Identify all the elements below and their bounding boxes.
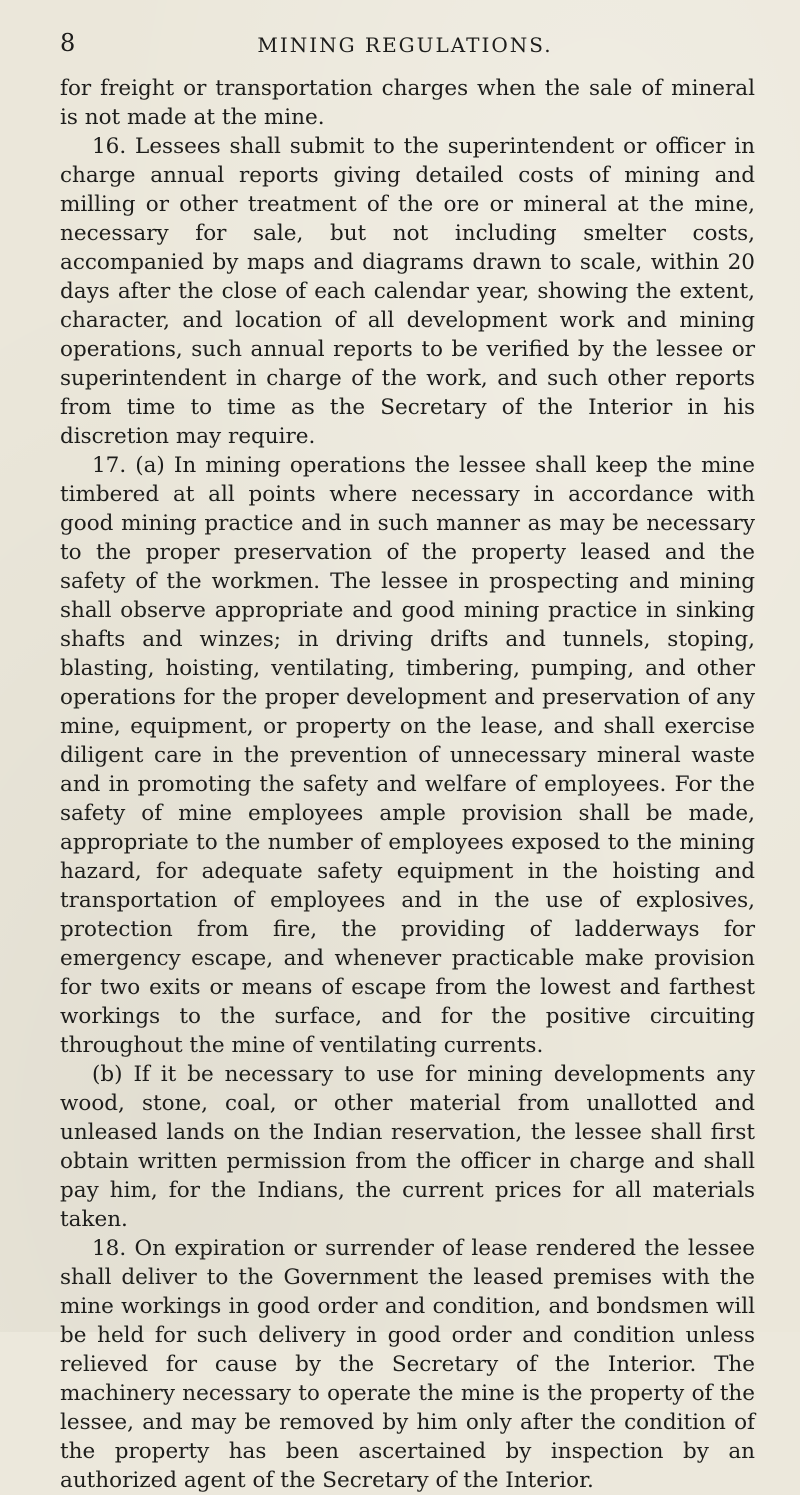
paragraph-section-16: 16. Lessees shall submit to the superintendent or officer in charge annual reports giving detailed costs of mining and milling or other treatment of the ore or mineral at the mine, necessary for sale, but not including smelter costs, accompanied by maps and diagrams drawn to scale, within 20 days after the close of each calendar year, showing the extent, character, and location of all development work and mining operations, such annual reports to be verified by the lessee or superintendent in charge of the work, and such other reports from time to time as the Secretary of the Interior in his discretion may require. <box>60 134 755 449</box>
paragraph-section-17a: 17. (a) In mining operations the lessee shall keep the mine timbered at all points where necessary in accordance with good mining practice and in such manner as may be necessary to the proper preservation of the property leased and the safety of the workmen. The lessee in prospecting and mining shall observe appropriate and good mining practice in sinking shafts and winzes; in driving drifts and tunnels, stoping, blasting, hoisting, ventilating, timbering, pumping, and other operations for the proper development and preservation of any mine, equipment, or property on the lease, and shall exercise diligent care in the prevention of unnecessary mineral waste and in promoting the safety and welfare of employees. For the safety of mine employees ample provision shall be made, appropriate to the number of employees exposed to the mining hazard, for adequate safety equipment in the hoisting and transportation of employees and in the use of explosives, protection from fire, the providing of ladderways for emergency escape, and whenever practicable make provision for two exits or means of escape from the lowest and farthest workings to the surface, and for the positive circuiting throughout the mine of ventilating currents. <box>60 453 755 1058</box>
body-text <box>60 74 755 1495</box>
running-header <box>60 28 750 58</box>
page-number: 8 <box>60 29 76 57</box>
paragraph-section-18: 18. On expiration or surrender of lease rendered the lessee shall deliver to the Government the leased premises with the mine workings in good order and condition, and bondsmen will be held for such delivery in good order and condition unless relieved for cause by the Secretary of the Interior. The machinery necessary to operate the mine is the property of the lessee, and may be removed by him only after the condition of the property has been ascertained by inspection by an authorized agent of the Secretary of the Interior. <box>60 1236 755 1493</box>
paragraph-continuation: for freight or transportation charges when the sale of mineral is not made at the mine. <box>60 76 755 130</box>
running-title: MINING REGULATIONS. <box>257 33 553 57</box>
paragraph-section-17b: (b) If it be necessary to use for mining developments any wood, stone, coal, or other material from unallotted and unleased lands on the Indian reservation, the lessee shall first obtain written permission from the officer in charge and shall pay him, for the Indians, the current prices for all materials taken. <box>60 1062 755 1232</box>
